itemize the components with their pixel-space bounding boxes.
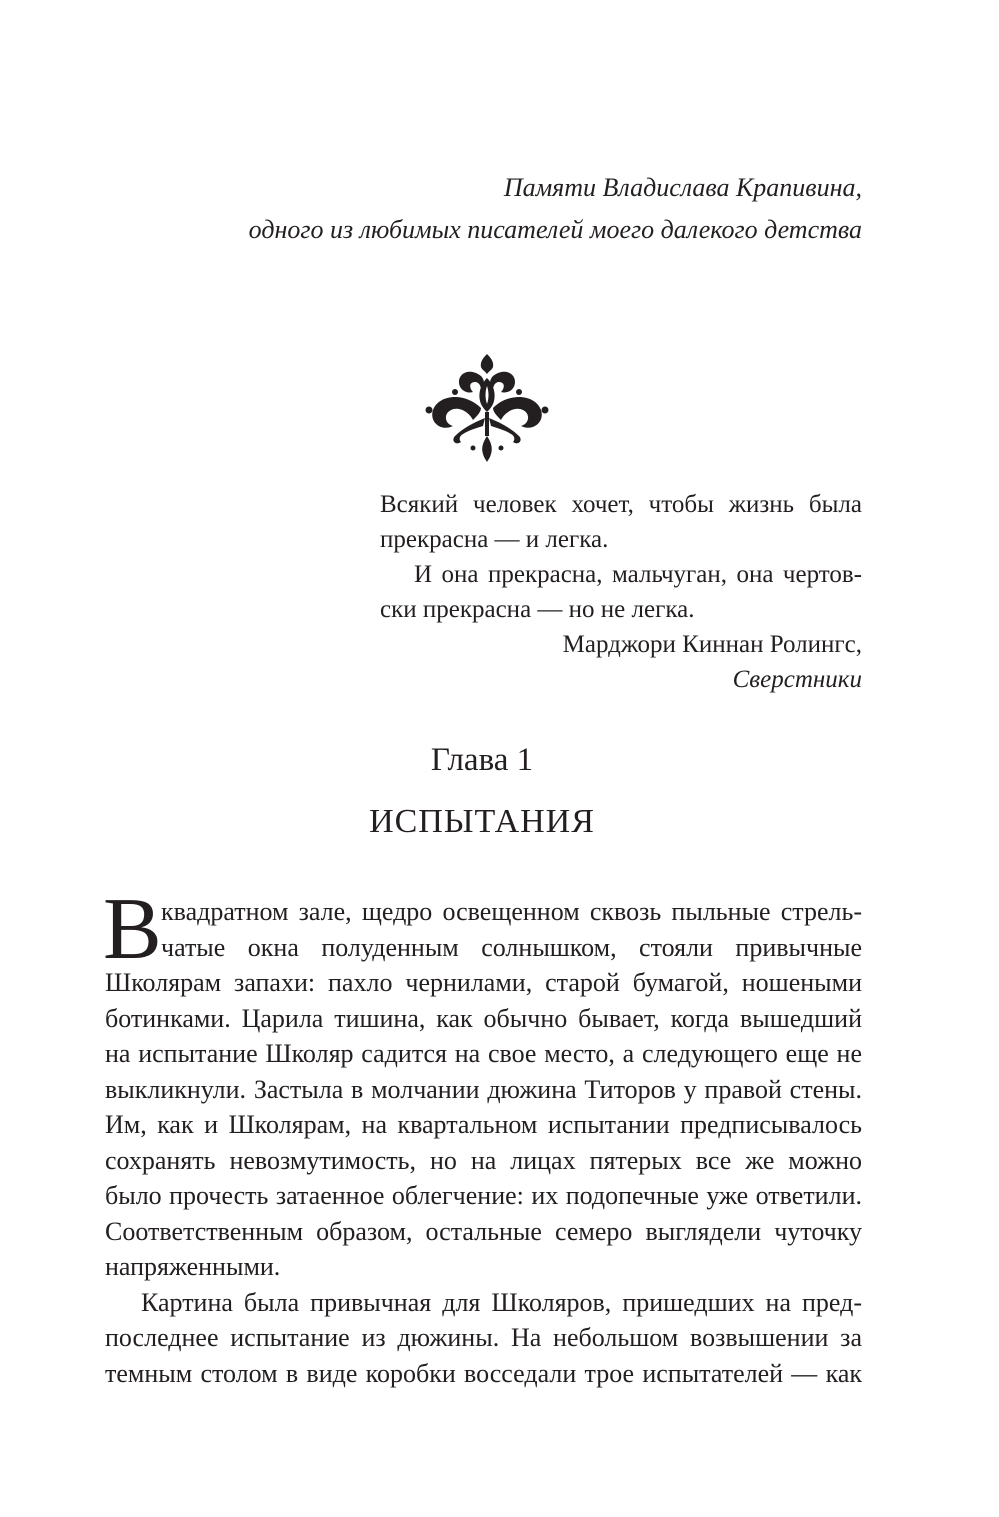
epigraph-source: Сверстники [732,666,862,693]
body-line: сохранять невозмутимость, но на лицах пятерых все же можно [105,1145,862,1175]
epigraph-author: Марджори Киннан Ролингс, [562,631,862,658]
drop-cap-block [103,881,862,978]
epigraph-line: Всякий человек хочет, чтобы жизнь была [380,491,862,518]
body-line: Школярам запахи: пахло чернилами, старой бумагой, ношеными [105,968,862,997]
dedication [249,167,862,251]
chapter-body [103,881,862,1391]
epigraph-line: прекрасна — и легка. [380,526,609,553]
body-line: Соответственным образом, остальные семеро выглядели чуточку [105,1216,862,1246]
body-line: ботинками. Царила тишина, как обычно бывает, когда вышедший [105,1003,862,1033]
body-line: выкликнули. Застыла в молчании дюжина Титоров у правой стены. [105,1074,862,1104]
body-line: Им, как и Школярам, на квартальном испытании предписывалось [105,1110,862,1139]
body-line: Картина была привычная для Школяров, пришедших на пред- [141,1287,862,1317]
epigraph-line: И она прекрасна, мальчуган, она чертов- [414,561,862,588]
body-line: темным столом в виде коробки восседали трое испытателей — как [105,1358,862,1388]
drop-cap: В [103,881,162,978]
chapter-number: Глава 1 [430,742,534,778]
epigraph-line: ски прекрасна — но не легка. [380,596,695,623]
chapter-title: ИСПЫТАНИЯ [369,803,595,840]
body-line: было прочесть затаенное облегчение: их подопечные уже ответили. [105,1181,862,1210]
dedication-line-1: Памяти Владислава Крапивина, [503,173,862,202]
dedication-line-2: одного из любимых писателей моего далекого детства [248,215,862,244]
floral-ornament-icon [425,352,549,464]
body-line: напряженными. [105,1252,281,1281]
body-line: чатые окна полуденным солнышком, стояли привычные [161,932,862,962]
body-line: на испытание Школяр садится на свое место, а следующего еще не [105,1039,862,1068]
body-line: квадратном зале, щедро освещенном сквозь пыльные стрель- [161,897,862,926]
epigraph [380,487,862,697]
body-line: последнее испытание из дюжины. На небольшом возвышении за [105,1323,862,1352]
